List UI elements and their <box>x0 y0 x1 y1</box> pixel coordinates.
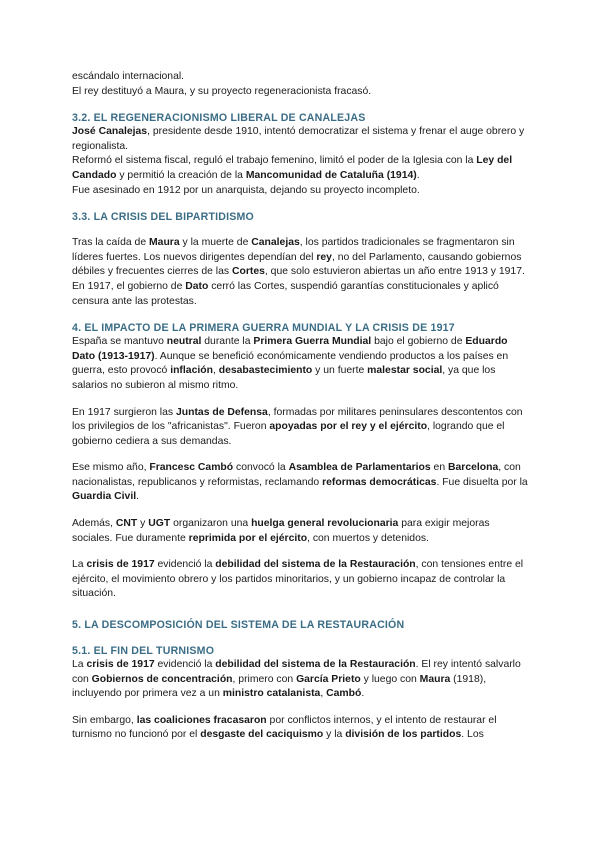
section-3-2-paragraph-2: Reformó el sistema fiscal, reguló el trabajo femenino, limitó el poder de la Iglesia con la Ley del Candado y permitió la creación de la Mancomunidad de Cataluña (1914). <box>72 155 513 181</box>
section-5-1-paragraph-1: La crisis de 1917 evidenció la debilidad del sistema de la Restauración. El rey intentó salvarlo con Gobiernos de concentración, primero con García Prieto y luego con Maura (1918), incluyendo por primera vez a un ministro catalanista, Cambó. <box>72 659 521 700</box>
section-5-1-paragraph-2: Sin embargo, las coaliciones fracasaron por conflictos internos, y el intento de restaurar el turnismo no funcionó por el desgaste del caciquismo y la división de los partidos. Los <box>72 714 497 741</box>
section-3-2-paragraph-3: Fue asesinado en 1912 por un anarquista, dejando su proyecto incompleto. <box>72 184 420 196</box>
intro-line-2: El rey destituyó a Maura, y su proyecto regeneracionista fracasó. <box>72 85 372 97</box>
section-4-paragraph-4: Además, CNT y UGT organizaron una huelga general revolucionaria para exigir mejoras sociales. Fue duramente reprimida por el ejército, con muertos y detenidos. <box>72 518 490 544</box>
section-4-paragraph-5: La crisis de 1917 evidenció la debilidad del sistema de la Restauración, con tensiones entre el ejército, el movimiento obrero y los partidos minoritarios, y un gobierno incapaz de controlar la situación. <box>72 559 524 600</box>
section-5-heading: 5. LA DESCOMPOSICIÓN DEL SISTEMA DE LA RESTAURACIÓN <box>72 619 405 632</box>
section-3-2-paragraph-1: José Canalejas, presidente desde 1910, intentó democratizar el sistema y frenar el auge obrero y regionalista. <box>72 126 525 152</box>
section-4-paragraph-2: En 1917 surgieron las Juntas de Defensa, formadas por militares peninsulares descontentos con los privilegios de los "africanistas". Fueron apoyadas por el rey y el ejército, logrando que el gobierno cediera a sus demandas. <box>72 406 523 447</box>
section-4-paragraph-3: Ese mismo año, Francesc Cambó convocó la Asamblea de Parlamentarios en Barcelona, con nacionalistas, republicanos y reformistas, reclamando reformas democráticas. Fue disuelta por la Guardia Civil. <box>72 462 528 503</box>
section-4-heading: 4. EL IMPACTO DE LA PRIMERA GUERRA MUNDIAL Y LA CRISIS DE 1917 <box>72 322 455 335</box>
section-4-paragraph-1: España se mantuvo neutral durante la Primera Guerra Mundial bajo el gobierno de Eduardo Dato (1913-1917). Aunque se benefició económicamente vendiendo productos a los países en guerra, esto provocó inflación, desabastecimiento y un fuerte malestar social, ya que los salarios no subieron al mismo ritmo. <box>72 336 509 391</box>
section-3-3-heading: 3.3. LA CRISIS DEL BIPARTIDISMO <box>72 211 254 224</box>
section-5-1-heading: 5.1. EL FIN DEL TURNISMO <box>72 645 215 658</box>
intro-line-1: escándalo internacional. <box>72 71 185 82</box>
section-3-2-heading: 3.2. EL REGENERACIONISMO LIBERAL DE CANALEJAS <box>72 112 366 125</box>
document-body <box>72 70 532 743</box>
section-3-3-paragraph-1: Tras la caída de Maura y la muerte de Canalejas, los partidos tradicionales se fragmentaron sin líderes fuertes. Los nuevos dirigentes dependían del rey, no del Parlamento, causando gobiernos débiles y frecuentes cierres de las Cortes, que solo estuvieron abiertas un año entre 1913 y 1917. En 1917, el gobierno de Dato cerró las Cortes, suspendió garantías constitucionales y aplicó censura ante las protestas. <box>72 237 525 307</box>
